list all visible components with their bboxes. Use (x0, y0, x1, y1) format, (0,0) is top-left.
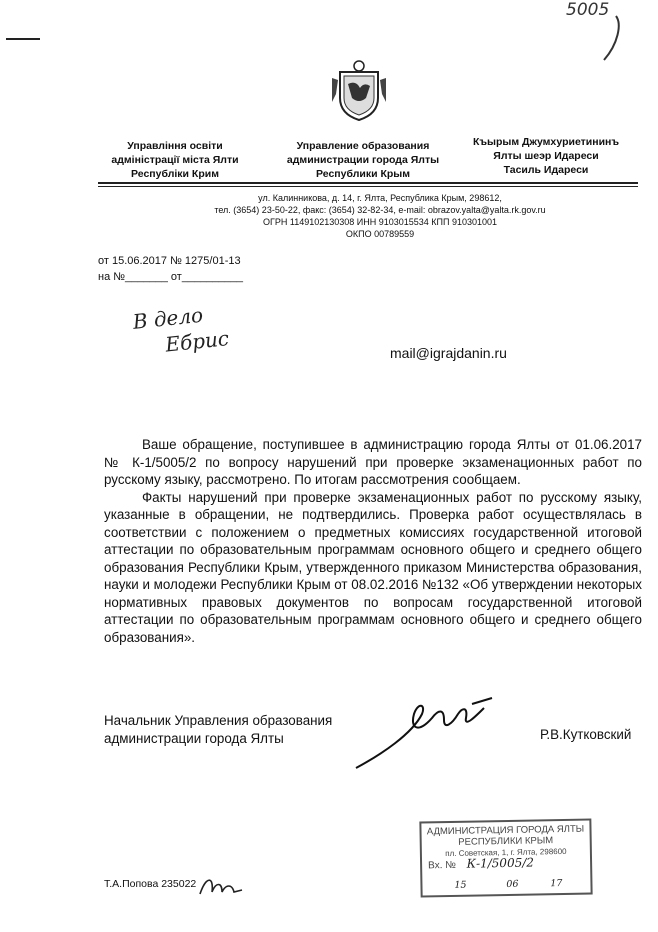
executor-info (104, 878, 196, 890)
handwritten-resolution (132, 299, 231, 361)
stamp-incoming-row (428, 857, 584, 872)
handwritten-signature (352, 694, 502, 774)
contact-block (130, 192, 630, 240)
stamp-line-2: РЕСПУБЛИКИ КРЫМ (458, 835, 554, 848)
recipient-email (390, 345, 507, 361)
stamp-line-3: пл. Советская, 1, г. Ялта, 298600 (445, 846, 567, 859)
contact-address: ул. Калинникова, д. 14, г. Ялта, Республика Крым, 298612, (258, 193, 502, 203)
signatory-title (104, 712, 332, 748)
handwritten-line: Ебрис (164, 326, 231, 357)
header-crh-line: Тасиль Идареси (503, 164, 589, 176)
header-divider (98, 182, 638, 184)
body-paragraph-1: Ваше обращение, поступившее в администрацию города Ялты от 01.06.2017 № К-1/5005/2 по вопросу нарушений при проверке экзаменационных работ по русскому языку, рассмотрено. По итогам рассмотрения сообщаем. (104, 437, 642, 487)
handwritten-line: В дело (131, 302, 205, 334)
stamp-date-day: 15 (454, 879, 467, 891)
signatory-title-line-1: Начальник Управления образования (104, 713, 333, 728)
stamp-date-month: 06 (506, 878, 519, 890)
signatory-name-text: Р.В.Кутковский (540, 727, 632, 742)
header-crh-line: Ялты шеэр Идареси (493, 150, 599, 162)
stamp-date-row (432, 875, 582, 892)
outgoing-reference: от 15.06.2017 № 1275/01-13 (98, 255, 241, 267)
header-ukrainian (100, 139, 250, 181)
letter-body (104, 436, 642, 646)
executor-text: Т.А.Попова 235022 (104, 878, 197, 890)
stamp-incoming-label: Вх. № (428, 859, 457, 872)
signatory-title-line-2: администрации города Ялты (104, 731, 284, 746)
recipient-email-text: mail@igrajdanin.ru (390, 345, 507, 361)
signatory-name (540, 726, 631, 744)
top-dash (6, 38, 40, 40)
registration-stamp (419, 819, 592, 898)
header-ukr-line: адміністрації міста Ялти (111, 154, 239, 166)
contact-phone-email: тел. (3654) 23-50-22, факс: (3654) 32-82-34, e-mail: obrazov.yalta@yalta.rk.gov.ru (214, 205, 546, 215)
header-rus-line: Республики Крым (316, 168, 410, 180)
executor-signature (196, 870, 246, 904)
stamp-line-1: АДМИНИСТРАЦИЯ ГОРОДА ЯЛТЫ (426, 823, 585, 838)
incoming-reference: на №_______ от__________ (98, 271, 244, 283)
stamp-incoming-number: К-1/5005/2 (466, 855, 535, 871)
stamp-date-year: 17 (550, 878, 563, 890)
header-rus-line: Управление образования (296, 140, 430, 152)
header-rus-line: администрации города Ялты (286, 154, 440, 166)
contact-okpo: ОКПО 00789559 (345, 229, 415, 239)
contact-registration-ids: ОГРН 1149102130308 ИНН 9103015534 КПП 910301001 (262, 217, 498, 227)
header-russian (278, 139, 448, 181)
header-ukr-line: Управління освіти (127, 140, 223, 152)
document-reference (98, 253, 243, 285)
body-paragraph-2: Факты нарушений при проверке экзаменационных работ по русскому языку, указанные в обращении, не подтвердились. Проверка работ осуществлялась в соответствии с положением о предметных комиссиях государственной итоговой аттестации по образовательным программам основного общего и среднего общего образования Республики Крым, утвержденного приказом Министерства образования, науки и молодежи Республики Крым от 08.02.2016 №132 «Об утверждении некоторых нормативных правовых документов по вопросам государственной итоговой аттестации по образовательным программам основного общего и среднего общего образования». (104, 489, 642, 645)
header-divider-thin (98, 186, 638, 187)
coat-of-arms-emblem (330, 58, 388, 122)
corner-number-text: 5005 (566, 0, 610, 20)
corner-mark-stroke (596, 14, 626, 64)
header-ukr-line: Республіки Крим (131, 168, 219, 180)
header-crh-line: Къырым Джумхуриетининъ (472, 136, 620, 148)
header-crimean-tatar (466, 135, 626, 177)
